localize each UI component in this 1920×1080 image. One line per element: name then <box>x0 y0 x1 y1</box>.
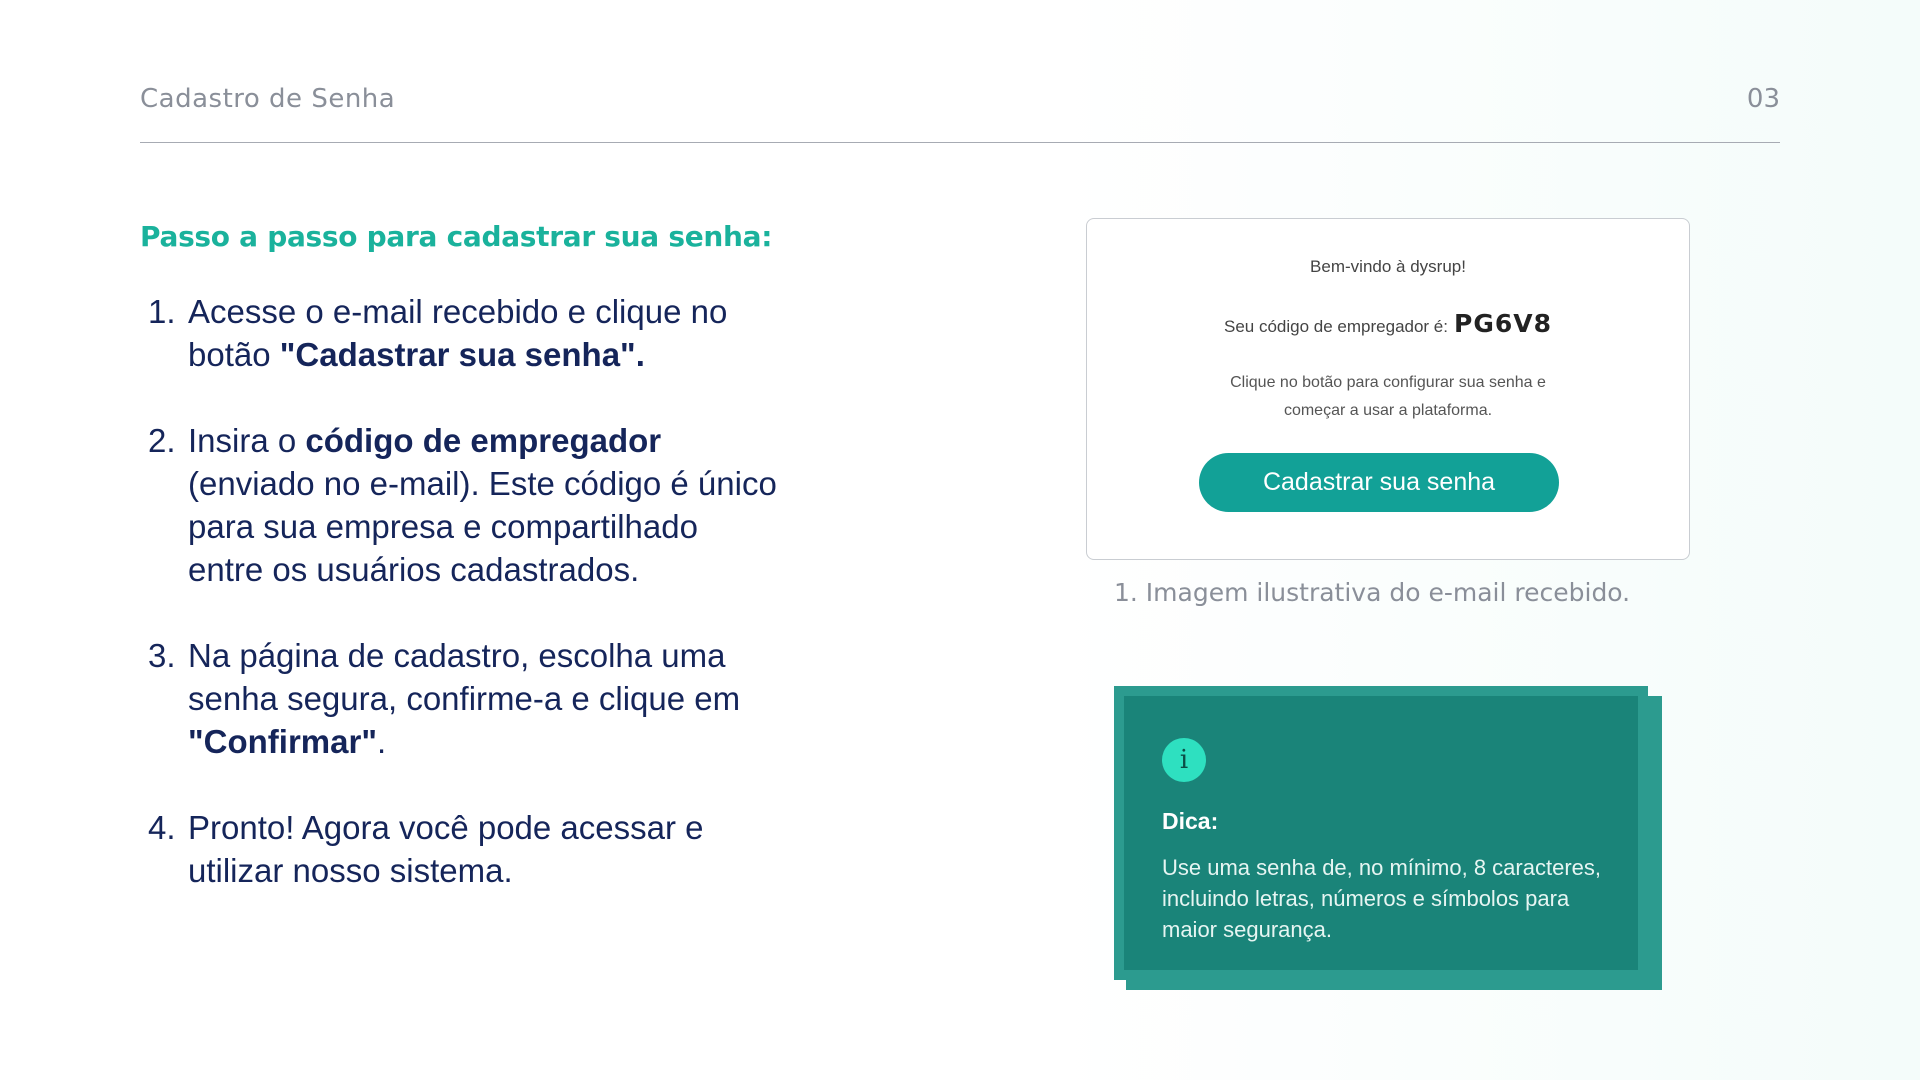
tip-text: Use uma senha de, no mínimo, 8 caracteres, incluindo letras, números e símbolos para maior segurança. <box>1162 855 1601 942</box>
email-body-line: Clique no botão para configurar sua senha e <box>1230 374 1546 391</box>
header-divider <box>140 142 1780 143</box>
step-text-after: (enviado no e-mail). Este código é único para sua empresa e compartilhado entre os usuários cadastrados. <box>188 465 777 588</box>
email-code-row <box>1087 309 1689 338</box>
figure-caption: 1. Imagem ilustrativa do e-mail recebido. <box>1114 578 1631 607</box>
header-title: Cadastro de Senha <box>140 84 396 114</box>
email-body-line: começar a usar a plataforma. <box>1283 402 1493 419</box>
email-body <box>1087 369 1689 425</box>
step-bold-text: código de empregador <box>305 422 662 459</box>
email-preview-card <box>1086 218 1690 560</box>
info-icon: i <box>1162 738 1206 782</box>
step-number: 3. <box>148 637 176 674</box>
step-item <box>140 806 780 892</box>
step-text: Acesse o e-mail recebido e clique no botão <box>188 293 728 373</box>
step-item <box>140 419 780 591</box>
step-bold-text: "Cadastrar sua senha". <box>279 336 645 373</box>
tip-title: Dica: <box>1162 808 1219 834</box>
step-text: Na página de cadastro, escolha uma senha segura, confirme-a e clique em <box>188 637 741 717</box>
tip-box <box>1114 686 1648 980</box>
step-text: Insira o <box>188 422 306 459</box>
step-text-after: . <box>376 723 387 760</box>
step-item <box>140 290 780 376</box>
register-password-button[interactable]: Cadastrar sua senha <box>1199 453 1559 512</box>
step-item <box>140 634 780 763</box>
email-code-label: Seu código de empregador é: <box>1224 317 1448 336</box>
employer-code: PG6V8 <box>1454 309 1552 338</box>
step-number: 4. <box>148 809 176 846</box>
email-greeting: Bem-vindo à dysrup! <box>1310 257 1466 276</box>
page-number: 03 <box>1746 84 1780 114</box>
section-heading: Passo a passo para cadastrar sua senha: <box>140 220 773 253</box>
step-number: 1. <box>148 293 176 330</box>
step-number: 2. <box>148 422 176 459</box>
steps-list <box>140 290 780 935</box>
step-bold-text: "Confirmar" <box>188 723 377 760</box>
step-text: Pronto! Agora você pode acessar e utilizar nosso sistema. <box>188 809 704 889</box>
